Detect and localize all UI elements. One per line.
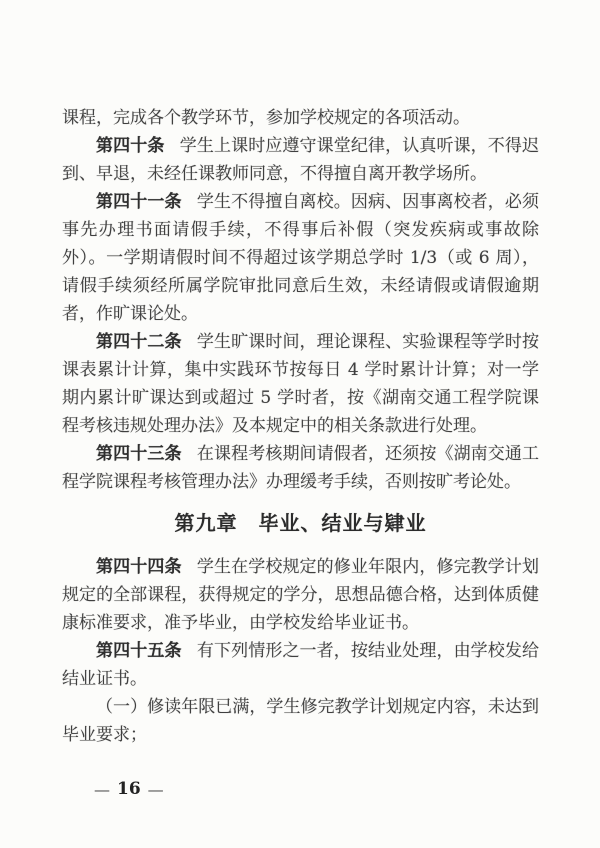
article-45-number: 第四十五条 <box>96 641 182 661</box>
footer-page-number: 16 <box>117 779 141 799</box>
article-41-text: 学生不得擅自离校。因病、因事离校者，必须事先办理书面请假手续，不得事后补假（突发疾病或事故除外）。一学期请假时间不得超过该学期总学时 1/3（或 6 周），请假手续须经所属学院审批同意后生效，未经请假或请假逾期者，作旷课论处。 <box>62 192 540 324</box>
article-42-paragraph <box>62 328 539 440</box>
article-40-number: 第四十条 <box>96 136 165 156</box>
article-41-paragraph <box>62 188 539 328</box>
article-45-text: 有下列情形之一者，按结业处理，由学校发给结业证书。 <box>62 641 540 689</box>
article-41-number: 第四十一条 <box>96 192 182 212</box>
list-item-1-paragraph: （一）修读年限已满，学生修完教学计划规定内容，未达到毕业要求； <box>62 697 539 745</box>
article-44-number: 第四十四条 <box>96 557 182 577</box>
paragraph-continuation: 课程，完成各个教学环节，参加学校规定的各项活动。 <box>62 108 470 128</box>
article-43-text: 在课程考核期间请假者，还须按《湖南交通工程学院课程考核管理办法》办理缓考手续，否则按旷考论处。 <box>62 444 540 492</box>
article-40-paragraph <box>62 132 539 188</box>
page-content <box>62 104 539 749</box>
article-40-text: 学生上课时应遵守课堂纪律，认真听课，不得迟到、早退，未经任课教师同意，不得擅自离开教学场所。 <box>62 136 540 184</box>
footer-dash-right: — <box>147 779 164 799</box>
page-number <box>94 779 164 799</box>
article-43-number: 第四十三条 <box>96 444 182 464</box>
article-43-paragraph <box>62 440 539 496</box>
article-44-text: 学生在学校规定的修业年限内，修完教学计划规定的全部课程，获得规定的学分，思想品德合格，达到体质健康标准要求，准予毕业，由学校发给毕业证书。 <box>62 557 540 633</box>
chapter-heading: 第九章 毕业、结业与肄业 <box>174 511 427 535</box>
footer-dash-left: — <box>94 779 110 799</box>
article-42-number: 第四十二条 <box>96 332 182 352</box>
article-42-text: 学生旷课时间，理论课程、实验课程等学时按课表累计计算，集中实践环节按每日 4 学时累计计算；对一学期内累计旷课达到或超过 5 学时者，按《湖南交通工程学院课程考核违规处理办法》及本规定中的相关条款进行处理。 <box>62 332 540 436</box>
article-44-paragraph <box>62 553 539 637</box>
article-45-paragraph <box>62 637 539 693</box>
